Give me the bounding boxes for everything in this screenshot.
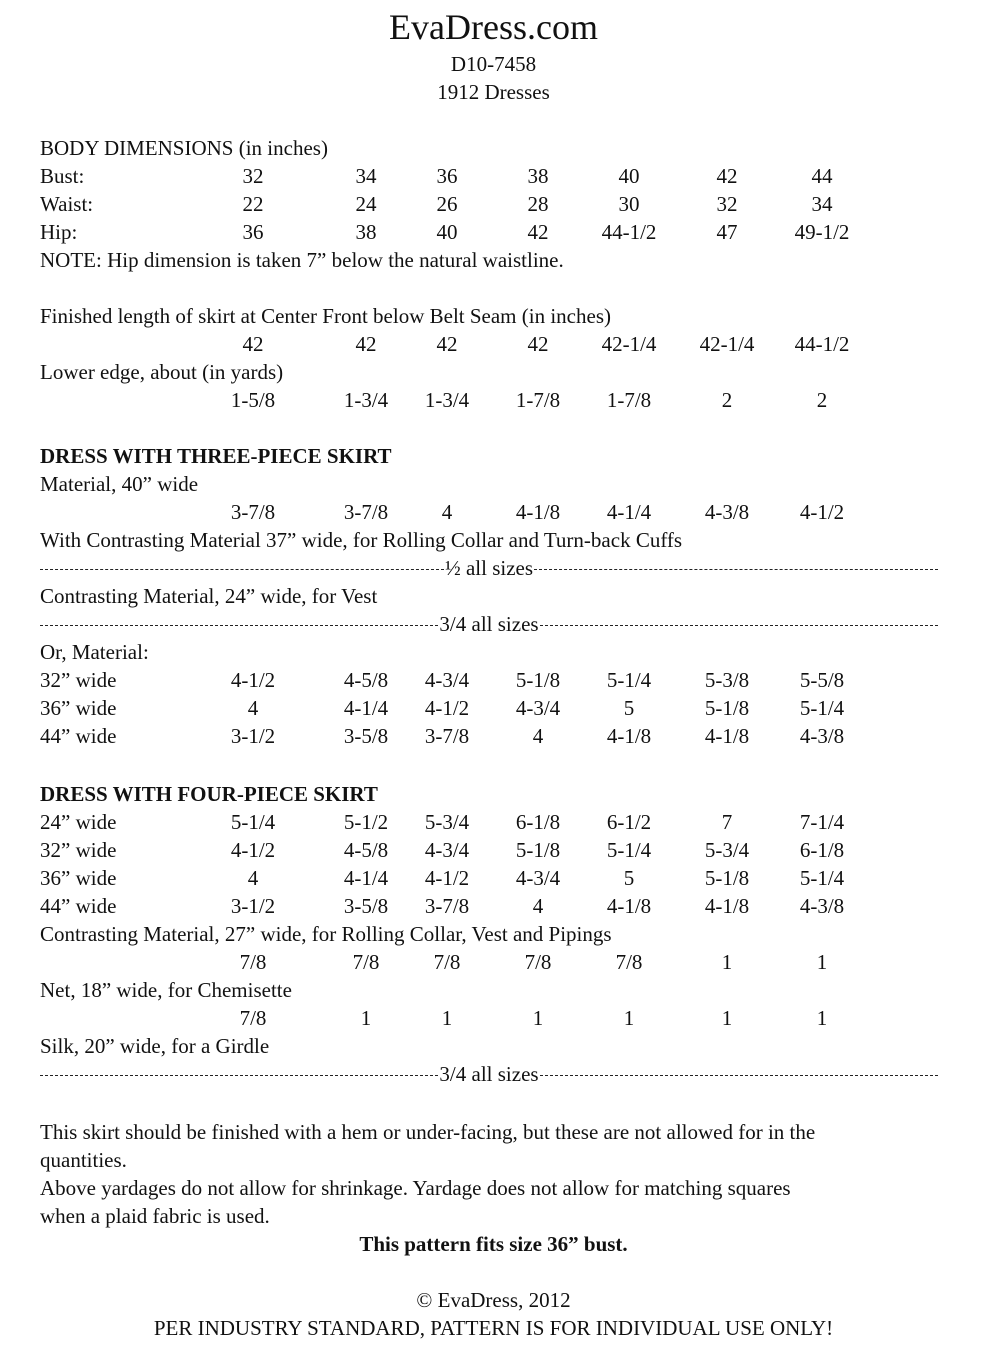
size-value: 2 <box>721 388 733 412</box>
size-value: 1 <box>816 950 828 974</box>
size-value: 4-1/2 <box>230 668 276 692</box>
fp-contrast-label: Contrasting Material, 27” wide, for Rolling Collar, Vest and Pipings <box>40 922 612 946</box>
fp-24-label: 24” wide <box>40 810 117 834</box>
three-piece-title: DRESS WITH THREE-PIECE SKIRT <box>40 444 392 468</box>
size-value: 7-1/4 <box>799 810 845 834</box>
note-line-4: when a plaid fabric is used. <box>40 1204 270 1228</box>
size-value: 40 <box>618 164 640 188</box>
size-value: 6-1/8 <box>799 838 845 862</box>
size-value: 1 <box>532 1006 544 1030</box>
size-value: 22 <box>242 192 264 216</box>
size-value: 26 <box>436 192 458 216</box>
size-value: 1-3/4 <box>343 388 389 412</box>
size-value: 5-3/4 <box>704 838 750 862</box>
body-dimensions-title: BODY DIMENSIONS (in inches) <box>40 136 328 160</box>
size-value: 4-1/8 <box>515 500 561 524</box>
fp-44-label: 44” wide <box>40 894 117 918</box>
site-title: EvaDress.com <box>389 7 598 47</box>
all-sizes-text: 3/4 all sizes <box>439 612 539 636</box>
size-value: 5-1/4 <box>606 838 652 862</box>
size-value: 42 <box>242 332 264 356</box>
size-value: 3-5/8 <box>343 724 389 748</box>
size-value: 4-1/2 <box>424 696 470 720</box>
size-value: 5-1/4 <box>606 668 652 692</box>
size-value: 4-1/8 <box>606 724 652 748</box>
size-value: 4-3/4 <box>424 838 470 862</box>
size-value: 42 <box>355 332 377 356</box>
size-value: 36 <box>436 164 458 188</box>
size-value: 1 <box>360 1006 372 1030</box>
usage-notice: PER INDUSTRY STANDARD, PATTERN IS FOR INDIVIDUAL USE ONLY! <box>153 1316 834 1340</box>
size-value: 1 <box>816 1006 828 1030</box>
size-value: 4-3/4 <box>515 866 561 890</box>
size-value: 28 <box>527 192 549 216</box>
bust-label: Bust: <box>40 164 85 188</box>
fp-net-label: Net, 18” wide, for Chemisette <box>40 978 292 1002</box>
size-value: 4 <box>441 500 453 524</box>
size-value: 1 <box>721 950 733 974</box>
or-material-label: Or, Material: <box>40 640 149 664</box>
size-value: 1-7/8 <box>606 388 652 412</box>
three-piece-vest-all <box>40 610 938 638</box>
size-value: 5-1/8 <box>704 696 750 720</box>
size-value: 5-3/4 <box>424 810 470 834</box>
size-value: 34 <box>355 164 377 188</box>
size-value: 4-1/4 <box>343 866 389 890</box>
size-value: 34 <box>811 192 833 216</box>
lower-edge-label: Lower edge, about (in yards) <box>40 360 284 384</box>
tp-36-label: 36” wide <box>40 696 117 720</box>
hip-note: NOTE: Hip dimension is taken 7” below the natural waistline. <box>40 248 564 272</box>
size-value: 3-7/8 <box>343 500 389 524</box>
fp-silk-label: Silk, 20” wide, for a Girdle <box>40 1034 270 1058</box>
size-value: 4-1/2 <box>799 500 845 524</box>
all-sizes-text: ½ all sizes <box>444 556 534 580</box>
size-value: 5-1/8 <box>704 866 750 890</box>
four-piece-title: DRESS WITH FOUR-PIECE SKIRT <box>40 782 378 806</box>
size-value: 7/8 <box>433 950 461 974</box>
waist-label: Waist: <box>40 192 94 216</box>
size-value: 5 <box>623 866 635 890</box>
size-value: 4-1/8 <box>704 894 750 918</box>
size-value: 1-5/8 <box>230 388 276 412</box>
size-value: 3-1/2 <box>230 724 276 748</box>
size-value: 3-7/8 <box>424 894 470 918</box>
size-value: 44-1/2 <box>601 220 657 244</box>
size-value: 4-1/8 <box>704 724 750 748</box>
size-value: 4-1/2 <box>230 838 276 862</box>
size-value: 5-5/8 <box>799 668 845 692</box>
size-value: 4-1/4 <box>343 696 389 720</box>
size-value: 7/8 <box>615 950 643 974</box>
tp-44-label: 44” wide <box>40 724 117 748</box>
size-value: 1 <box>441 1006 453 1030</box>
size-value: 4-5/8 <box>343 838 389 862</box>
fp-silk-all <box>40 1060 938 1088</box>
size-value: 1 <box>623 1006 635 1030</box>
size-value: 7 <box>721 810 733 834</box>
size-value: 49-1/2 <box>794 220 850 244</box>
size-value: 5-1/2 <box>343 810 389 834</box>
size-value: 42 <box>436 332 458 356</box>
size-value: 7/8 <box>524 950 552 974</box>
size-value: 4-5/8 <box>343 668 389 692</box>
size-value: 24 <box>355 192 377 216</box>
size-value: 4-1/2 <box>424 866 470 890</box>
size-value: 38 <box>527 164 549 188</box>
size-value: 5-1/4 <box>799 866 845 890</box>
pattern-code: D10-7458 <box>450 52 537 76</box>
three-piece-material-label: Material, 40” wide <box>40 472 199 496</box>
size-value: 32 <box>716 192 738 216</box>
size-value: 4-3/8 <box>799 894 845 918</box>
size-value: 47 <box>716 220 738 244</box>
size-value: 44-1/2 <box>794 332 850 356</box>
size-value: 30 <box>618 192 640 216</box>
size-value: 32 <box>242 164 264 188</box>
copyright: © EvaDress, 2012 <box>416 1288 571 1312</box>
size-value: 4-3/4 <box>424 668 470 692</box>
size-value: 7/8 <box>239 1006 267 1030</box>
three-piece-vest-label: Contrasting Material, 24” wide, for Vest <box>40 584 378 608</box>
size-value: 7/8 <box>352 950 380 974</box>
size-value: 1 <box>721 1006 733 1030</box>
size-value: 42 <box>716 164 738 188</box>
size-value: 4 <box>532 894 544 918</box>
skirt-length-title: Finished length of skirt at Center Front below Belt Seam (in inches) <box>40 304 611 328</box>
three-piece-contrast-all <box>40 554 938 582</box>
size-value: 5-1/4 <box>230 810 276 834</box>
size-value: 5-1/4 <box>799 696 845 720</box>
size-value: 4 <box>247 696 259 720</box>
hip-label: Hip: <box>40 220 78 244</box>
size-value: 3-7/8 <box>424 724 470 748</box>
three-piece-contrast-label: With Contrasting Material 37” wide, for Rolling Collar and Turn-back Cuffs <box>40 528 683 552</box>
size-value: 42-1/4 <box>699 332 755 356</box>
size-value: 3-7/8 <box>230 500 276 524</box>
size-value: 5-1/8 <box>515 668 561 692</box>
size-value: 6-1/2 <box>606 810 652 834</box>
size-value: 5-1/8 <box>515 838 561 862</box>
tp-32-label: 32” wide <box>40 668 117 692</box>
size-value: 4-1/4 <box>606 500 652 524</box>
size-value: 3-5/8 <box>343 894 389 918</box>
note-line-1: This skirt should be finished with a hem or under-facing, but these are not allowed for in the <box>40 1120 816 1144</box>
note-line-2: quantities. <box>40 1148 127 1172</box>
size-value: 6-1/8 <box>515 810 561 834</box>
size-value: 4-3/8 <box>704 500 750 524</box>
size-value: 42 <box>527 220 549 244</box>
size-value: 5 <box>623 696 635 720</box>
size-value: 5-3/8 <box>704 668 750 692</box>
size-value: 2 <box>816 388 828 412</box>
size-value: 4-3/8 <box>799 724 845 748</box>
size-value: 1-7/8 <box>515 388 561 412</box>
note-line-3: Above yardages do not allow for shrinkage. Yardage does not allow for matching squares <box>40 1176 791 1200</box>
size-value: 4-1/8 <box>606 894 652 918</box>
size-value: 42 <box>527 332 549 356</box>
fit-note: This pattern fits size 36” bust. <box>359 1232 628 1256</box>
fp-36-label: 36” wide <box>40 866 117 890</box>
size-value: 4 <box>247 866 259 890</box>
size-value: 38 <box>355 220 377 244</box>
size-value: 36 <box>242 220 264 244</box>
size-value: 1-3/4 <box>424 388 470 412</box>
size-value: 44 <box>811 164 833 188</box>
size-value: 4 <box>532 724 544 748</box>
all-sizes-text: 3/4 all sizes <box>439 1062 539 1086</box>
size-value: 4-3/4 <box>515 696 561 720</box>
size-value: 40 <box>436 220 458 244</box>
fp-32-label: 32” wide <box>40 838 117 862</box>
pattern-subtitle: 1912 Dresses <box>437 80 550 104</box>
size-value: 3-1/2 <box>230 894 276 918</box>
size-value: 7/8 <box>239 950 267 974</box>
size-value: 42-1/4 <box>601 332 657 356</box>
